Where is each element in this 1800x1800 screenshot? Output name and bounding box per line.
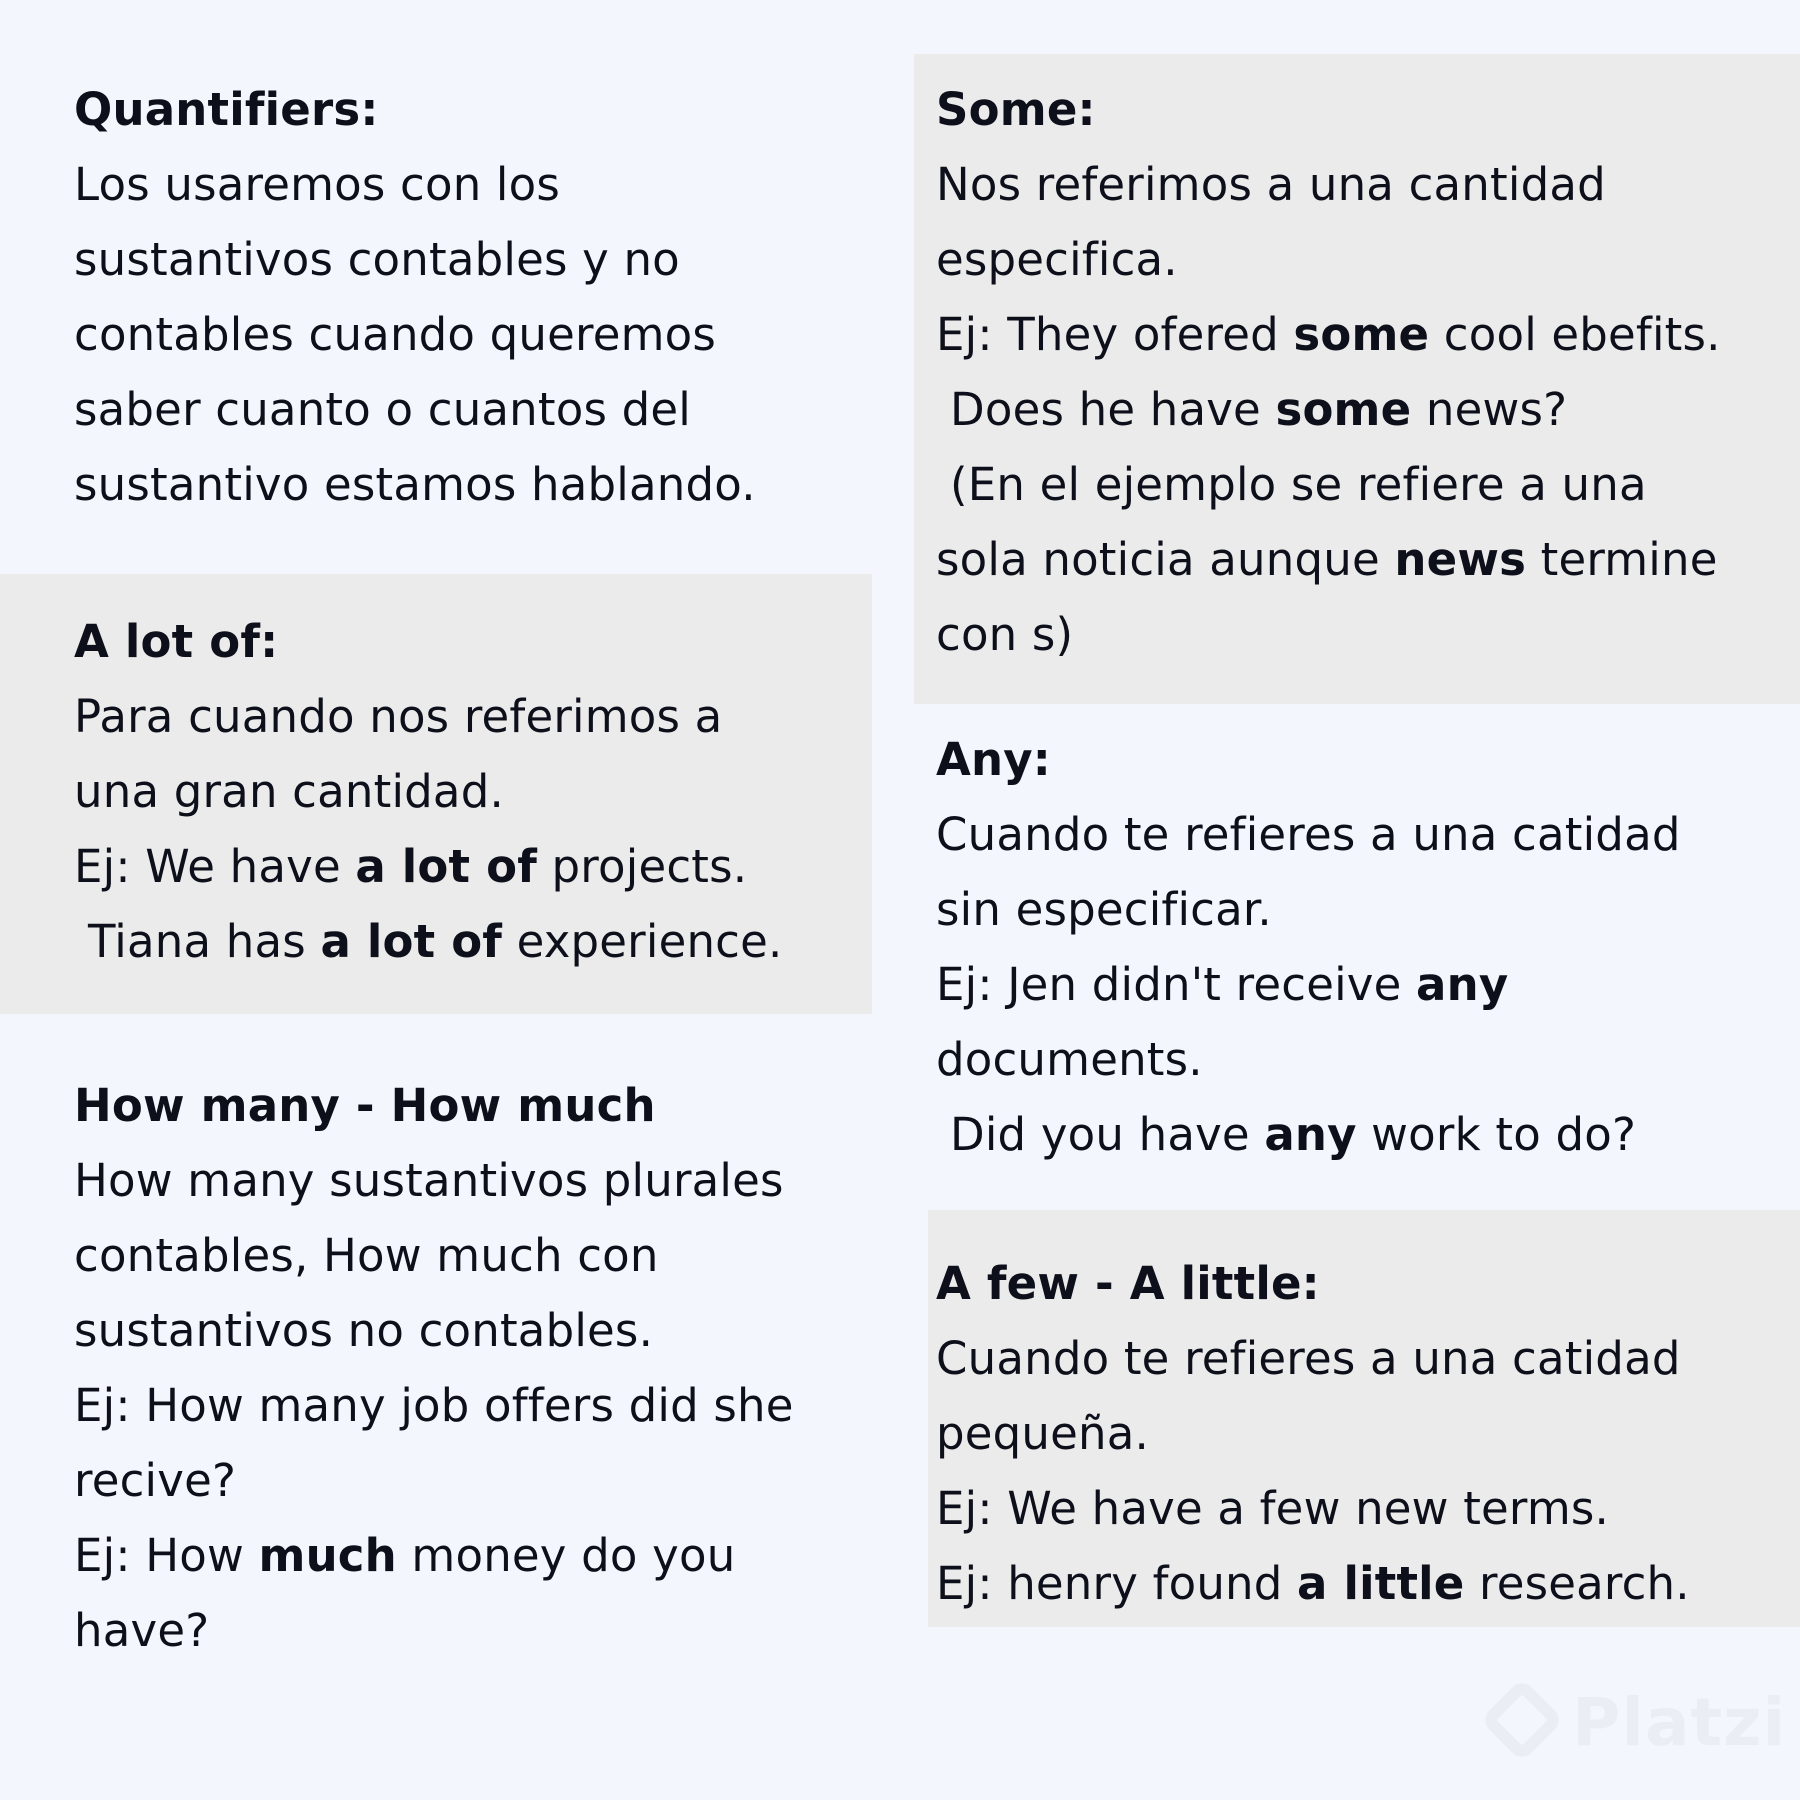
any-section [936,722,1681,1172]
some-example: Does he have some news? [950,383,1568,436]
quantifiers-line: sustantivo estamos hablando. [74,458,756,511]
some-example: Ej: They ofered some cool ebefits. [936,308,1721,361]
any-example: Did you have any work to do? [950,1108,1637,1161]
how-many-section [74,1068,794,1668]
how-many-line: recive? [74,1454,237,1507]
quantifiers-title: Quantifiers: [74,83,379,136]
a-few-line: Ej: We have a few new terms. [936,1482,1610,1535]
a-few-title: A few - A little: [936,1257,1320,1310]
any-line: sin especificar. [936,883,1272,936]
how-many-line: have? [74,1604,210,1657]
a-lot-of-section [74,604,783,979]
how-many-line: contables, How much con [74,1229,659,1282]
watermark-text: Platzi [1572,1683,1787,1761]
some-section [936,72,1721,672]
a-few-line: pequeña. [936,1407,1150,1460]
quantifiers-line: saber cuanto o cuantos del [74,383,691,436]
a-lot-of-title: A lot of: [74,615,279,668]
how-many-line: Ej: How many job offers did she [74,1379,794,1432]
some-line: (En el ejemplo se refiere a una [950,458,1647,511]
any-line: Cuando te refieres a una catidad [936,808,1681,861]
some-line: especifica. [936,233,1178,286]
a-lot-of-line: una gran cantidad. [74,765,504,818]
how-many-example: Ej: How much money do you [74,1529,736,1582]
a-lot-of-example: Ej: We have a lot of projects. [74,840,748,893]
a-lot-of-line: Para cuando nos referimos a [74,690,723,743]
some-example: sola noticia aunque news termine [936,533,1718,586]
quantifiers-line: sustantivos contables y no [74,233,680,286]
some-line: con s) [936,608,1074,661]
a-lot-of-example: Tiana has a lot of experience. [88,915,783,968]
how-many-title: How many - How much [74,1079,656,1132]
any-example: Ej: Jen didn't receive any [936,958,1509,1011]
how-many-line: sustantivos no contables. [74,1304,654,1357]
platzi-watermark [1482,1680,1786,1764]
some-title: Some: [936,83,1096,136]
quantifiers-line: Los usaremos con los [74,158,560,211]
some-line: Nos referimos a una cantidad [936,158,1606,211]
platzi-logo-icon [1482,1680,1562,1764]
how-many-line: How many sustantivos plurales [74,1154,784,1207]
a-few-line: Cuando te refieres a una catidad [936,1332,1681,1385]
any-line: documents. [936,1033,1203,1086]
a-few-section [936,1246,1690,1621]
quantifiers-section [74,72,756,522]
a-few-example: Ej: henry found a little research. [936,1557,1690,1610]
quantifiers-line: contables cuando queremos [74,308,717,361]
any-title: Any: [936,733,1051,786]
